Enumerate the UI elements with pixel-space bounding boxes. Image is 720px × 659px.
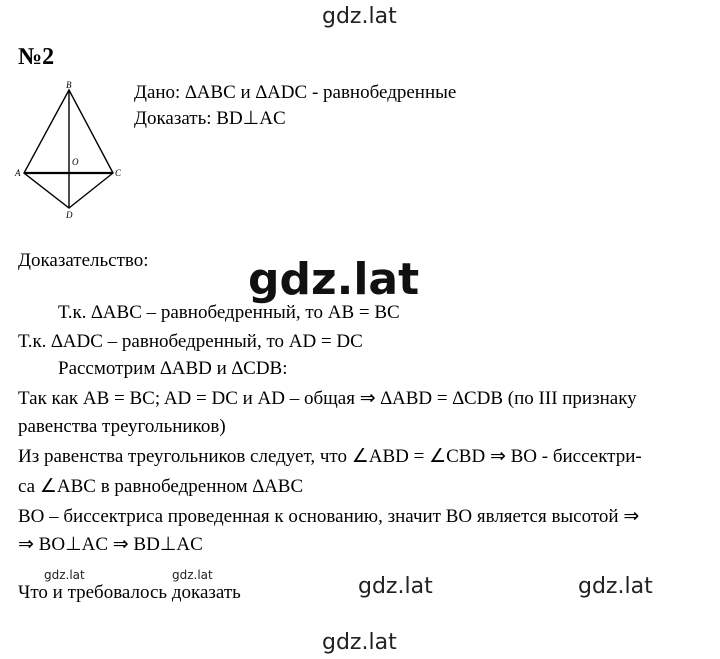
watermark-bottom-mid: gdz.lat — [358, 574, 433, 599]
kite-figure — [8, 80, 128, 222]
proof-line: BO – биссектриса проведенная к основанию, значит BO является высотой ⇒ — [18, 506, 640, 527]
watermark-bottom-right: gdz.lat — [578, 574, 653, 599]
label-c: C — [115, 168, 122, 178]
prove-statement: Доказать: BD⊥AC — [134, 108, 286, 129]
proof-line: равенства треугольников) — [18, 416, 226, 437]
watermark-small-center: gdz.lat — [172, 568, 213, 582]
watermark-small-left: gdz.lat — [44, 568, 85, 582]
watermark-top: gdz.lat — [322, 4, 397, 29]
problem-number: №2 — [18, 44, 55, 70]
watermark-middle: gdz.lat — [248, 254, 420, 305]
given-statement: Дано: ∆ABC и ∆ADC - равнобедренные — [134, 82, 457, 103]
proof-line: Т.к. ∆ABC – равнобедренный, то AB = BC — [58, 302, 400, 323]
proof-line: ⇒ BO⊥AC ⇒ BD⊥AC — [18, 534, 203, 555]
proof-line: Рассмотрим ∆ABD и ∆CDB: — [58, 358, 288, 379]
watermark-footer: gdz.lat — [322, 630, 397, 655]
proof-heading: Доказательство: — [18, 250, 149, 271]
proof-line: Т.к. ∆ADC – равнобедренный, то AD = DC — [18, 331, 363, 352]
conclusion: Что и требовалось доказать — [18, 582, 241, 603]
proof-line: Из равенства треугольников следует, что ∠ABD = ∠CBD ⇒ BO - биссектри- — [18, 446, 642, 467]
proof-line: Так как AB = BC; AD = DC и AD – общая ⇒ ∆ABD = ∆CDB (по III признаку — [18, 388, 637, 409]
label-a: A — [15, 168, 21, 178]
proof-line: са ∠ABC в равнобедренном ∆ABC — [18, 476, 304, 497]
label-o: O — [72, 157, 79, 167]
label-b: B — [66, 80, 72, 90]
label-d: D — [66, 210, 73, 220]
figure-lines — [24, 90, 113, 208]
